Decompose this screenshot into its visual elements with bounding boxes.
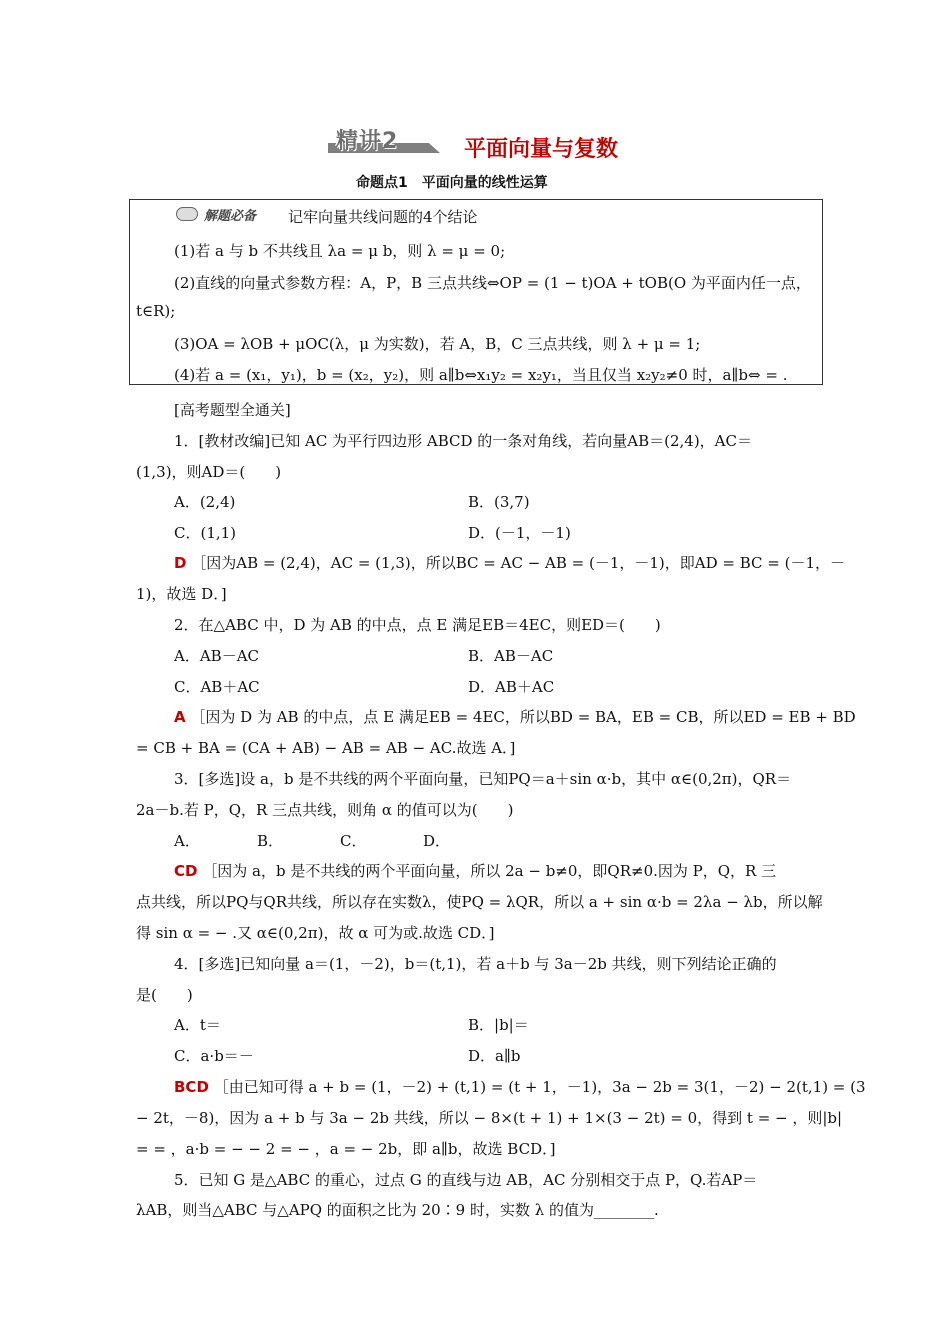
q4-solution-3: = = ，a·b = − − 2 = − ，a = − 2b，即 a∥b，故选 BCD．]: [136, 1140, 556, 1158]
q4-solution-1: ［由已知可得 a + b = (1，－2) + (t,1) = (t + 1，－1)，3a − 2b = 3(1，－2) − 2(t,1) = (3: [213, 1078, 866, 1096]
q2-solution-2: = CB + BA = (CA + AB) − AB = AB − AC.故选 A．]: [136, 739, 516, 757]
q2-option-d: D．AB＋AC: [468, 678, 555, 696]
box-line-3: t∈R);: [136, 302, 176, 320]
q2-option-c: C．AB＋AC: [174, 678, 260, 696]
q3-solution-1: ［因为 a，b 是不共线的两个平面向量，所以 2a − b≠0，即QR≠0.因为 P，Q，R 三: [202, 862, 777, 880]
q3-answer: CD: [174, 862, 198, 880]
q4-option-d: D．a∥b: [468, 1047, 521, 1065]
q1-text-2: (1,3)，则AD＝( ): [136, 463, 282, 481]
q2-option-a: A．AB－AC: [174, 647, 259, 665]
q3-text-2: 2a－b.若 P，Q，R 三点共线，则角 α 的值可以为( ): [136, 801, 514, 819]
q4-option-b: B．|b|＝: [468, 1016, 529, 1034]
q5-text-1: 5．已知 G 是△ABC 的重心，过点 G 的直线与边 AB，AC 分别相交于点 P，Q.若AP＝: [174, 1171, 758, 1189]
q3-solution-2: 点共线，所以PQ与QR共线，所以存在实数λ，使PQ = λQR，所以 a + sin α·b = 2λa − λb，所以解: [136, 893, 823, 911]
box-line-4: (3)OA = λOB + μOC(λ，μ 为实数)，若 A，B，C 三点共线，则 λ + μ = 1;: [174, 335, 701, 353]
section-heading: [高考题型全通关]: [174, 401, 291, 419]
q3-option-d: D．: [423, 832, 451, 850]
q3-option-b: B．: [257, 832, 284, 850]
q2-solution-1: ［因为 D 为 AB 的中点，点 E 满足EB = 4EC，所以BD = BA，EB = CB，所以ED = EB + BD: [190, 708, 856, 726]
q2-text-1: 2．在△ABC 中，D 为 AB 的中点，点 E 满足EB＝4EC，则ED＝( ): [174, 616, 661, 634]
q4-option-c: C．a·b＝－: [174, 1047, 254, 1065]
q1-option-b: B．(3,7): [468, 493, 530, 511]
q3-text-1: 3．[多选]设 a，b 是不共线的两个平面向量，已知PQ＝a＋sin α·b，其中 α∈(0,2π)，QR＝: [174, 770, 792, 788]
q1-solution-2: 1)，故选 D．]: [136, 585, 227, 603]
lightbulb-icon: [176, 207, 198, 221]
q3-option-a: A．: [174, 832, 200, 850]
q4-text-2: 是( ): [136, 986, 193, 1004]
q1-option-c: C．(1,1): [174, 524, 237, 542]
q4-answer: BCD: [174, 1078, 209, 1096]
q3-option-c: C．: [340, 832, 367, 850]
box-line-2: (2)直线的向量式参数方程：A，P，B 三点共线⇔OP = (1 − t)OA + tOB(O 为平面内任一点，: [174, 274, 811, 292]
q2-answer: A: [174, 708, 186, 726]
q4-solution-2: − 2t，－8)，因为 a + b 与 3a − 2b 共线，所以 − 8×(t + 1) + 1×(3 − 2t) = 0，得到 t = − ，则|b|: [136, 1109, 843, 1127]
topic-title: 命题点1 平面向量的线性运算: [356, 175, 548, 191]
key-points-badge: [176, 205, 256, 224]
q4-text-1: 4．[多选]已知向量 a＝(1，－2)，b＝(t,1)，若 a＋b 与 3a－2b 共线，则下列结论正确的: [174, 955, 777, 973]
box-line-1: (1)若 a 与 b 不共线且 λa = μ b，则 λ = μ = 0;: [174, 242, 506, 260]
badge-text: 解题必备: [204, 209, 257, 224]
q1-text-1: 1．[教材改编]已知 AC 为平行四边形 ABCD 的一条对角线，若向量AB＝(2,4)，AC＝: [174, 432, 752, 450]
section-badge: [328, 124, 440, 154]
q2-option-b: B．AB－AC: [468, 647, 554, 665]
page-title: 平面向量与复数: [464, 137, 619, 162]
box-heading: 记牢向量共线问题的4个结论: [288, 208, 478, 226]
q1-option-d: D．(－1，－1): [468, 524, 571, 542]
q1-option-a: A．(2,4): [174, 493, 236, 511]
box-line-5: (4)若 a = (x₁，y₁)，b = (x₂，y₂)，则 a∥b⇔x₁y₂ = x₂y₁，当且仅当 x₂y₂≠0 时，a∥b⇔ = .: [174, 366, 788, 384]
q4-option-a: A．t＝: [174, 1016, 221, 1034]
q3-solution-3: 得 sin α = − .又 α∈(0,2π)，故 α 可为或.故选 CD．]: [136, 924, 495, 942]
q5-text-2: λAB，则当△ABC 与△APQ 的面积之比为 20∶9 时，实数 λ 的值为________.: [136, 1201, 659, 1219]
q1-solution-1: ［因为AB = (2,4)，AC = (1,3)，所以BC = AC − AB = (－1，－1)，即AD = BC = (－1，－: [191, 554, 846, 572]
q1-answer: D: [174, 554, 187, 572]
badge-label: 精讲2: [336, 129, 399, 154]
